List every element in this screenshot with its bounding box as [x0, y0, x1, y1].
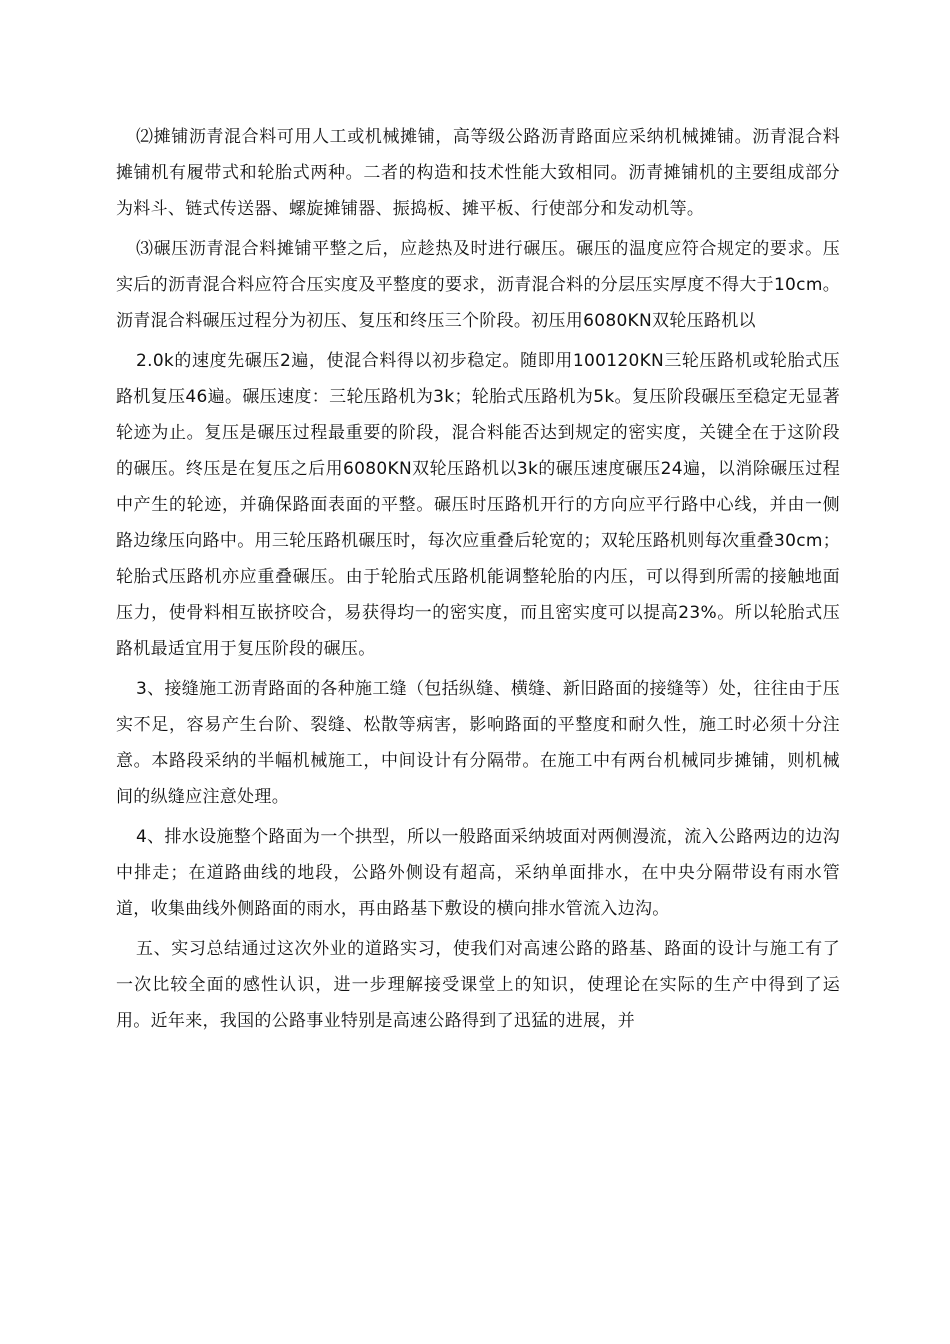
paragraph-compaction-speed: 2.0k的速度先碾压2遍，使混合料得以初步稳定。随即用100120KN三轮压路机或轮胎式压路机复压46遍。碾压速度：三轮压路机为3k；轮胎式压路机为5k。复压阶段碾压至稳定无显著轮迹为止。复压是碾压过程最重要的阶段，混合料能否达到规定的密实度，关键全在于这阶段的碾压。终压是在复压之后用6080KN双轮压路机以3k的碾压速度碾压24遍，以消除碾压过程中产生的轮迹，并确保路面表面的平整。碾压时压路机开行的方向应平行路中心线，并由一侧路边缘压向路中。用三轮压路机碾压时，每次应重叠后轮宽的；双轮压路机则每次重叠30cm；轮胎式压路机亦应重叠碾压。由于轮胎式压路机能调整轮胎的内压，可以得到所需的接触地面压力，使骨料相互嵌挤咬合，易获得均一的密实度，而且密实度可以提高23%。所以轮胎式压路机最适宜用于复压阶段的碾压。	[116, 351, 840, 659]
paragraph-compaction: ⑶碾压沥青混合料摊铺平整之后，应趁热及时进行碾压。碾压的温度应符合规定的要求。压实后的沥青混合料应符合压实度及平整度的要求，沥青混合料的分层压实厚度不得大于10cm。沥青混合料碾压过程分为初压、复压和终压三个阶段。初压用6080KN双轮压路机以	[116, 239, 840, 331]
paragraph-summary: 五、实习总结通过这次外业的道路实习，使我们对高速公路的路基、路面的设计与施工有了一次比较全面的感性认识，进一步理解接受课堂上的知识，使理论在实际的生产中得到了运用。近年来，我国的公路事业特别是高速公路得到了迅猛的进展，并	[116, 939, 840, 1031]
paragraph-joint-construction: 3、接缝施工沥青路面的各种施工缝（包括纵缝、横缝、新旧路面的接缝等）处，往往由于压实不足，容易产生台阶、裂缝、松散等病害，影响路面的平整度和耐久性，施工时必须十分注意。本路段采纳的半幅机械施工，中间设计有分隔带。在施工中有两台机械同步摊铺，则机械间的纵缝应注意处理。	[116, 679, 840, 807]
document-body	[116, 119, 840, 1043]
paragraph-paving: ⑵摊铺沥青混合料可用人工或机械摊铺，高等级公路沥青路面应采纳机械摊铺。沥青混合料摊铺机有履带式和轮胎式两种。二者的构造和技术性能大致相同。沥青摊铺机的主要组成部分为料斗、链式传送器、螺旋摊铺器、振捣板、摊平板、行使部分和发动机等。	[116, 127, 840, 219]
paragraph-drainage: 4、排水设施整个路面为一个拱型，所以一般路面采纳坡面对两侧漫流，流入公路两边的边沟中排走；在道路曲线的地段，公路外侧设有超高，采纳单面排水，在中央分隔带设有雨水管道，收集曲线外侧路面的雨水，再由路基下敷设的横向排水管流入边沟。	[116, 827, 840, 919]
